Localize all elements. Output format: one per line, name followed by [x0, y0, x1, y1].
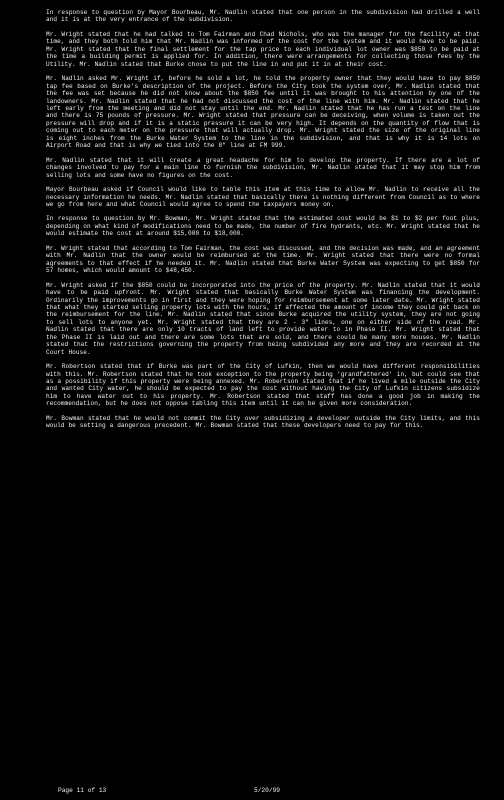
paragraph: Mr. Nadlin stated that it will create a great headache for him to develop the property. If there are a lot of changes involved to pay for a main line to furnish the subdivision, Mr. Nadlin stated that it may stop him from selling lots and some have no figures on the cost.: [46, 156, 480, 179]
paragraph: Mr. Wright stated that he had talked to Tom Fairman and Chad Nichols, who was the manager for the facility at that time, and they both told him that Mr. Nadlin was informed of the cost for the system and it would have to be paid. Mr. Wright stated that the final settlement for the tap price to each individual lot owner was $850 to be paid at the time a building permit is applied for. In addition, there were arrangements for collecting those fees by the Utility. Mr. Nadlin stated that Burke chose to put the line in and put it in at their cost.: [46, 30, 480, 68]
page-number: Page 11 of 13: [58, 787, 107, 794]
document-date: 5/20/99: [254, 787, 280, 794]
paragraph: Mr. Wright stated that according to Tom Fairman, the cost was discussed, and the decision was made, and an agreement with Mr. Nadlin that the owner would be reimbursed at the time. Mr. Wright stated that there were no formal agreements to that effect if he needed it. Mr. Nadlin stated that Burke Water System was expecting to get $850 for 57 homes, which would amount to $48,450.: [46, 244, 480, 275]
paragraph: In response to question by Mr. Bowman, Mr. Wright stated that the estimated cost would be $1 to $2 per foot plus, depending on what kind of modifications need to be made, the number of fire hydrants, etc. Mr. Wright stated that he would estimate the cost at around $15,000 to $18,000.: [46, 215, 480, 238]
page-footer: [58, 787, 480, 796]
paragraph: Mr. Bowman stated that he would not commit the City over subsidizing a developer outside the City limits, and this would be setting a dangerous precedent. Mr. Bowman stated that these developers need to pay for this.: [46, 414, 480, 430]
document-body: [46, 9, 480, 437]
paragraph: Mr. Wright asked if the $850 could be incorporated into the price of the property. Mr. Nadlin stated that it would have to be paid upfront. Mr. Wright stated that basically Burke Water System was financing the development. Ordinarily the improvements go in first and they were hoping for reimbursement at some later date. Mr. Wright stated that what they started selling property lots with the hours, if affected the amount of income they could get back on the reimbursement for the line. Mr. Nadlin stated that since Burke acquired the utility system, they are not going to sell lots to anyone yet. Mr. Wright stated that they are 2 - 3" lines, one on either side of the road. Mr. Nadlin stated that there are only 10 tracts of land left to provide water to in Phase II. Mr. Wright stated that the Phase II is laid out and there are some lots that are sold, and there could be many more houses. Mr. Nadlin stated that the restrictions governing the property from being subdivided any more and they are recorded at the Court House.: [46, 281, 480, 356]
paragraph: Mayor Bourbeau asked if Council would like to table this item at this time to allow Mr. Nadlin to receive all the necessary information he needs. Mr. Nadlin stated that basically there is nothing different from Council as to where we go from here and what Council would agree to spend the taxpayers money on.: [46, 186, 480, 208]
paragraph: Mr. Robertson stated that if Burke was part of the City of Lufkin, then we would have different responsibilities with this. Mr. Robertson stated that he took exception to the property being 'grandfathered' in, but could see that as a possibility if this property were being annexed. Mr. Robertson stated that if he lived a mile outside the City and wanted City water, he should be expected to pay the cost without having the City of Lufkin citizens subsidize him to have water out to his property. Mr. Robertson stated that staff has done a good job in making the recommendation, but he does not oppose tabling this item until it can be given more consideration.: [46, 363, 480, 408]
paragraph: Mr. Nadlin asked Mr. Wright if, before he sold a lot, he told the property owner that they would have to pay $850 tap fee based on Burke's description of the project. Before the City took the system over, Mr. Nadlin stated that the fee was set because he did not know about the $850 fee until it was brought to his attention by one of the landowners. Mr. Nadlin stated that he had not discussed the cost of the line with him. Mr. Nadlin stated that he left early from the meeting and did not stay until the end. Mr. Nadlin stated that he has run a test on the line and there is 75 pounds of pressure. Mr. Wright stated that pressure can be deceiving, when volume is taken out the pressure will drop and if it is a static pressure it can be very high. It depends on the quantity of flow that is coming out to each meter on the pressure that will actually drop. Mr. Wright stated the size of the original line is eight inches from the Burke Water System to the line in the subdivision, and that is why it is 14 lots on Airport Road and that is why we tied into the 8" line at FM 999.: [46, 75, 480, 150]
paragraph: In response to question by Mayor Bourbeau, Mr. Nadlin stated that one person in the subdivision had drilled a well and it is at the very entrance of the subdivision.: [46, 9, 480, 24]
